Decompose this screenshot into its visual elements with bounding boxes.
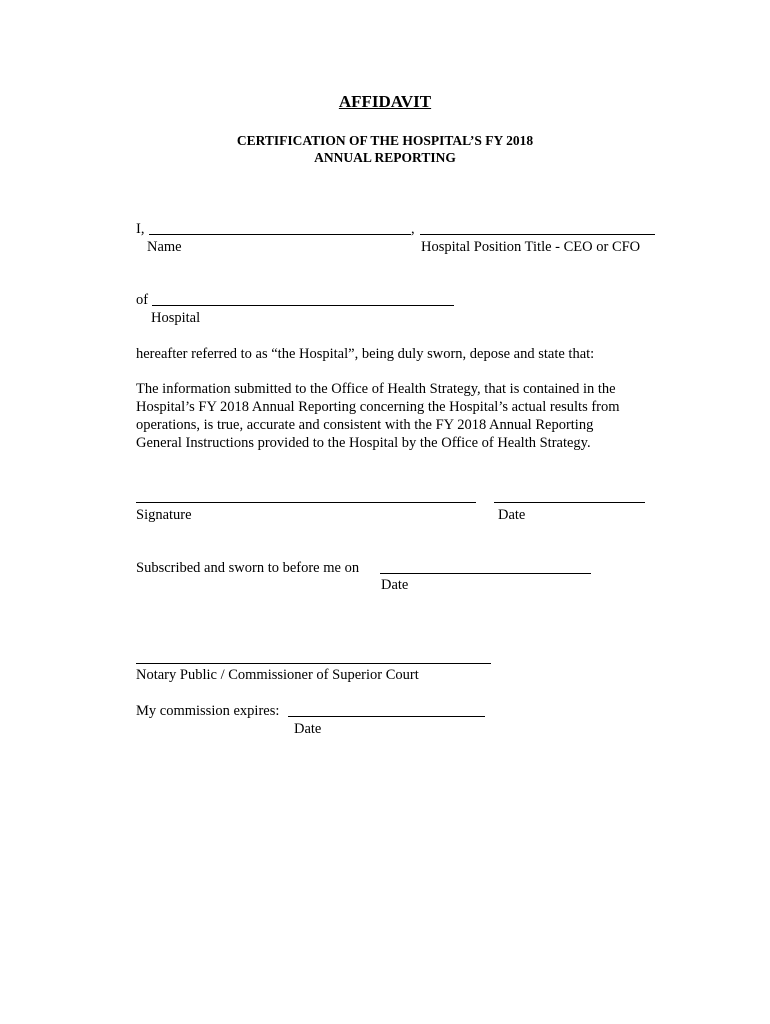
i-prefix: I, bbox=[136, 221, 145, 237]
notary-label: Notary Public / Commissioner of Superior Court bbox=[136, 667, 419, 683]
document-subtitle-line1: CERTIFICATION OF THE HOSPITAL’S FY 2018 bbox=[236, 133, 534, 148]
signature-date-label: Date bbox=[498, 507, 526, 523]
body-line-1: The information submitted to the Office of Health Strategy, that is contained in the bbox=[136, 381, 616, 397]
commission-date-field[interactable] bbox=[288, 716, 485, 717]
body-line-4: General Instructions provided to the Hospital by the Office of Health Strategy. bbox=[136, 435, 591, 451]
name-field[interactable] bbox=[149, 234, 411, 235]
document-title: AFFIDAVIT bbox=[338, 92, 432, 111]
commission-date-label: Date bbox=[294, 721, 322, 737]
intro-statement: hereafter referred to as “the Hospital”, being duly sworn, depose and state that: bbox=[136, 346, 595, 362]
sworn-date-field[interactable] bbox=[380, 573, 591, 574]
signature-field[interactable] bbox=[136, 502, 476, 503]
document-subtitle-line2: ANNUAL REPORTING bbox=[314, 150, 456, 165]
notary-signature-field[interactable] bbox=[136, 663, 491, 664]
of-prefix: of bbox=[136, 292, 149, 308]
position-title-label: Hospital Position Title - CEO or CFO bbox=[421, 239, 641, 255]
body-line-3: operations, is true, accurate and consistent with the FY 2018 Annual Reporting bbox=[136, 417, 594, 433]
commission-statement: My commission expires: bbox=[136, 703, 280, 719]
name-label: Name bbox=[147, 239, 182, 255]
hospital-field[interactable] bbox=[152, 305, 454, 306]
position-title-field[interactable] bbox=[420, 234, 655, 235]
body-line-2: Hospital’s FY 2018 Annual Reporting concerning the Hospital’s actual results from bbox=[136, 399, 620, 415]
signature-date-field[interactable] bbox=[494, 502, 645, 503]
sworn-statement: Subscribed and sworn to before me on bbox=[136, 560, 360, 576]
hospital-label: Hospital bbox=[151, 310, 201, 326]
signature-label: Signature bbox=[136, 507, 192, 523]
comma-separator: , bbox=[411, 221, 415, 237]
sworn-date-label: Date bbox=[381, 577, 409, 593]
